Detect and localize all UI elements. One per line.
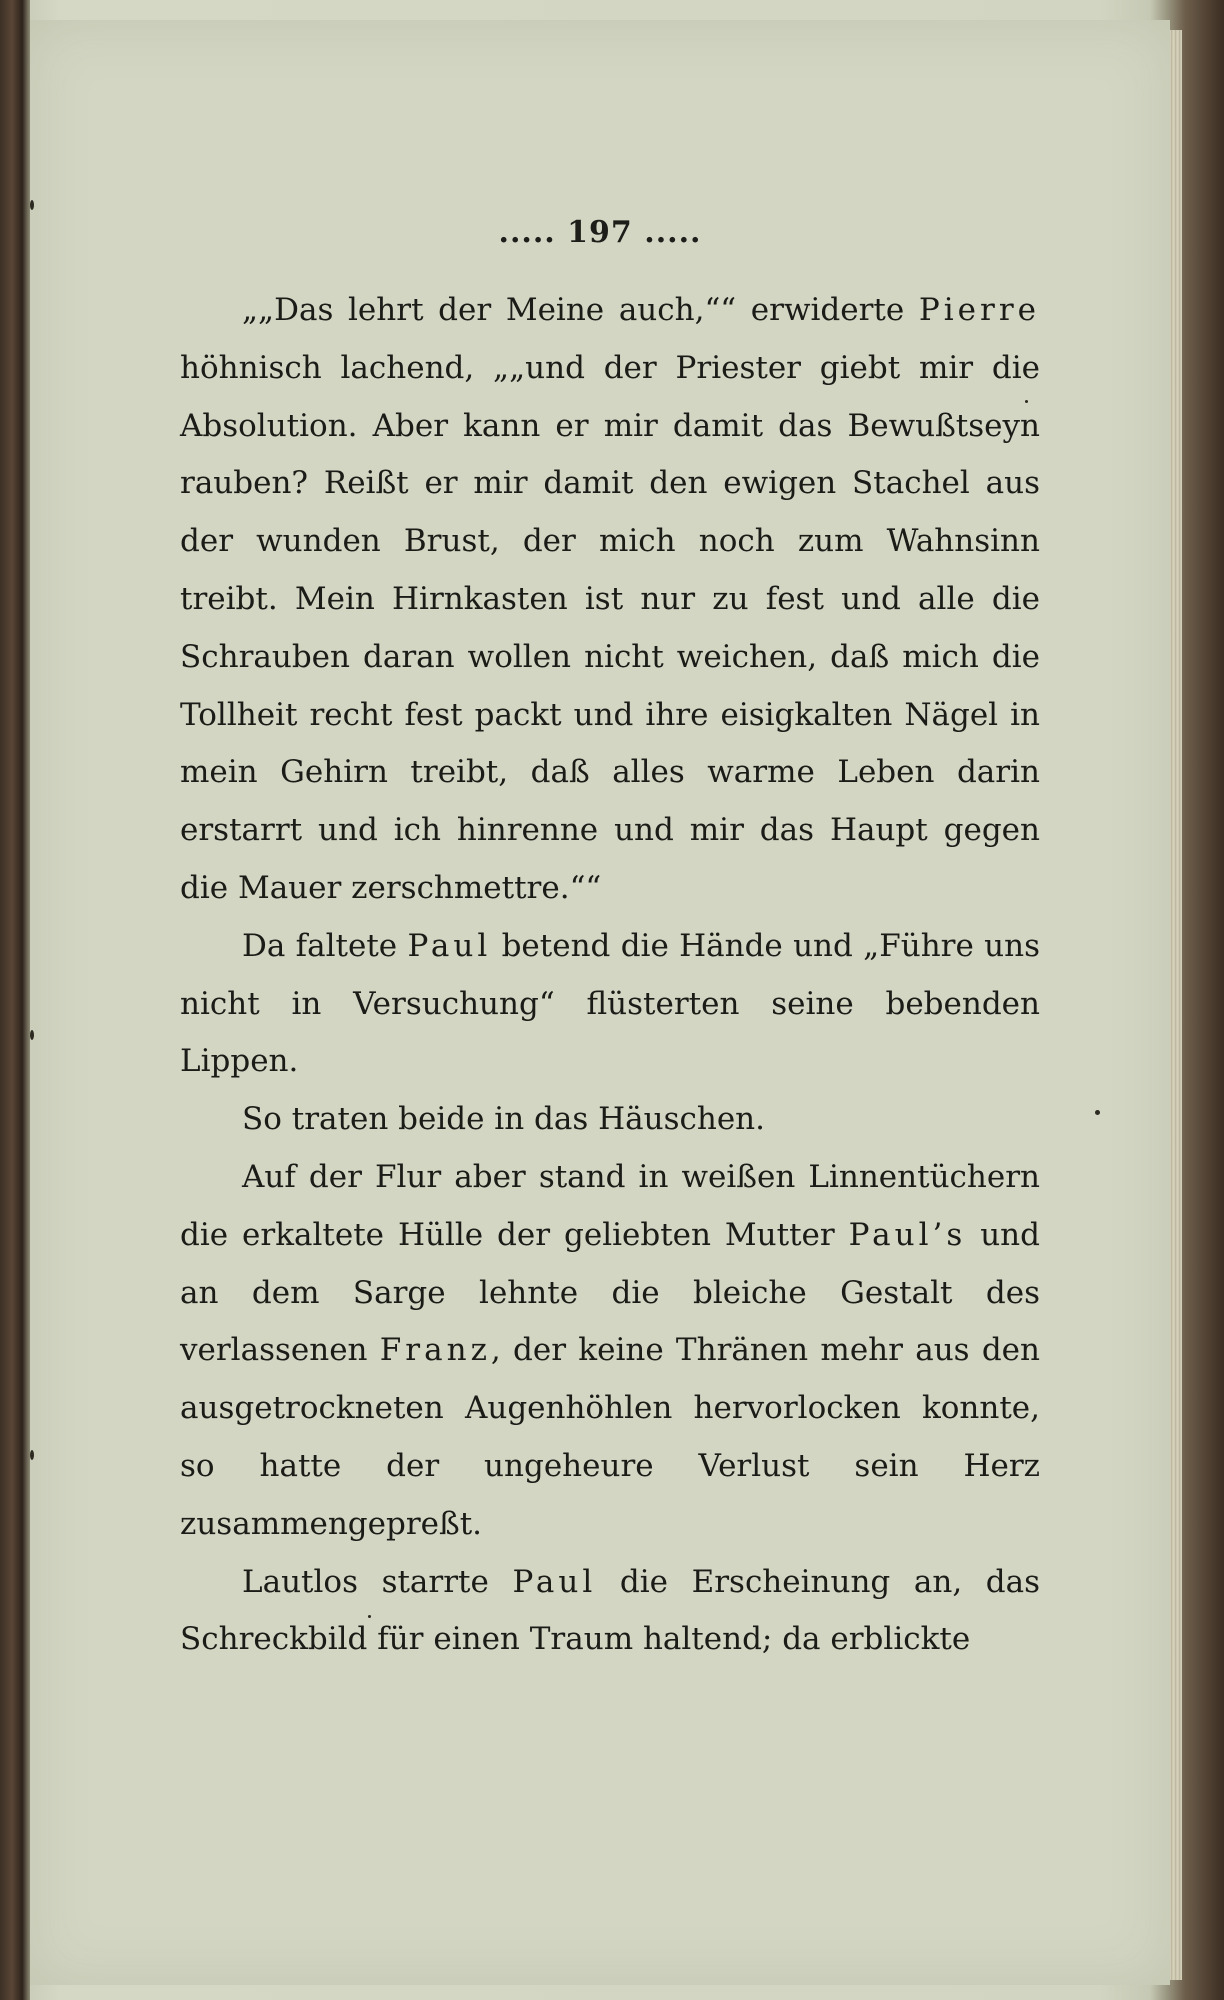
spaced-name: Paul [512,1563,597,1600]
paragraph-p1 [180,282,1040,918]
text-run: betend die Hände und „Führe uns nicht in Versuchung“ flüsterten seine bebenden Lippen. [180,927,1040,1080]
text-run: Lautlos starrte [242,1563,513,1600]
paper-speck [30,200,34,210]
paper-speck [30,1030,34,1040]
page-number-header: ..... 197 ..... [498,215,702,250]
paragraph-p5 [180,1554,1040,1670]
paper-speck [1095,1110,1100,1115]
text-run: Auf der Flur aber stand in weißen Linnentüchern die erkaltete Hülle der geliebten Mutter [180,1158,1040,1253]
body-text [180,282,1040,1669]
spaced-name: Paul [407,927,492,964]
text-run: die Erscheinung an, das Schreckbild für einen Traum haltend; da erblickte [180,1563,1040,1658]
text-run: und an dem Sarge lehnte die bleiche Gestalt des verlassenen [180,1216,1040,1369]
paragraph-p3 [180,1091,1040,1149]
text-run: „„Das lehrt der Meine auch,““ erwiderte [242,292,919,328]
paragraph-p4 [180,1149,1040,1554]
book-page [30,20,1170,1985]
spaced-name: Pierre [918,292,1040,328]
spaced-name: Franz [379,1332,491,1369]
spaced-name: Paul’s [848,1216,967,1253]
paragraph-p2 [180,918,1040,1091]
page-gutter-shadow [22,0,30,2000]
paper-speck [368,1615,371,1618]
paper-speck [30,1450,34,1460]
text-run: So traten beide in das Häuschen. [242,1101,765,1138]
text-run: höhnisch lachend, „„und der Priester giebt mir die Absolution. Aber kann er mir damit das Bewußtseyn rauben? Reißt er mir damit den ewigen Stachel aus der wunden Brust, der mich noch zum Wahnsinn treibt. Mein Hirnkasten ist nur zu fest und alle die Schrauben daran wollen nicht weichen, daß mich die Tollheit recht fest packt und ihre eisigkalten Nägel in mein Gehirn treibt, daß alles warme Leben darin erstarrt und ich hinrenne und mir das Haupt gegen die Mauer zerschmettre.““ [180,349,1040,906]
text-run: , der keine Thränen mehr aus den ausgetrockneten Augenhöhlen hervorlocken konnte, so hatte der ungeheure Verlust sein Herz zusammengepreßt. [180,1332,1040,1542]
paper-speck [1025,400,1028,403]
text-run: Da faltete [242,927,408,964]
